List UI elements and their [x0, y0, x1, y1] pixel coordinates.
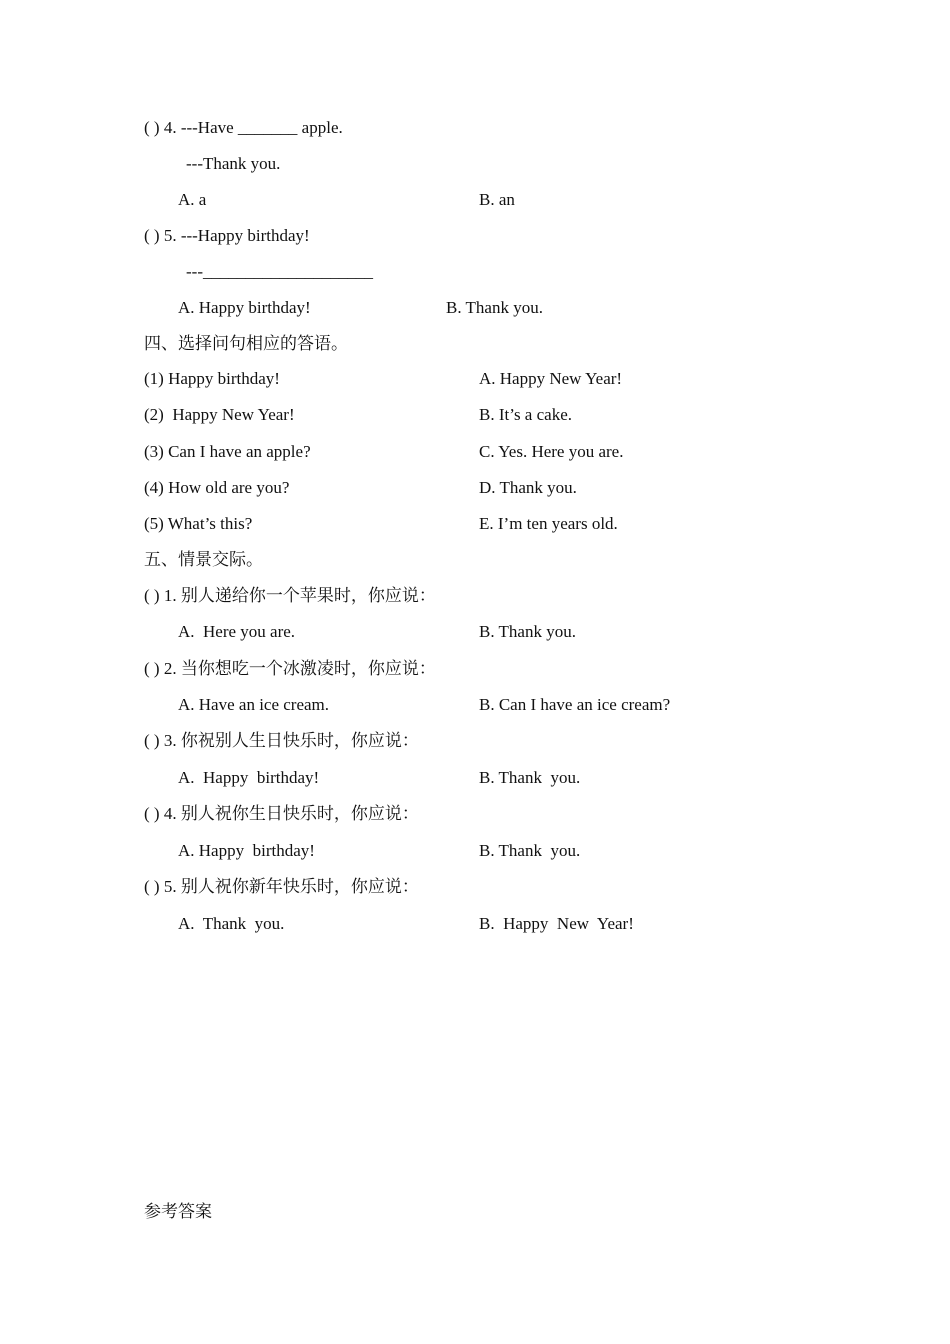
- section5-item-option-a: A. Happy birthday!: [178, 768, 320, 787]
- section5-item-stem: ( ) 3. 你祝别人生日快乐时，你应说：: [144, 731, 419, 750]
- section5-item-option-b: B. Thank you.: [479, 768, 581, 787]
- section4-question: (1) Happy birthday!: [144, 369, 280, 388]
- answer-key-heading: 参考答案: [144, 1202, 212, 1221]
- section4-question: (3) Can I have an apple?: [144, 442, 311, 461]
- section5-item-option-b: B. Can I have an ice cream?: [479, 695, 671, 714]
- section4-answer: E. I’m ten years old.: [479, 514, 618, 533]
- section4-question: (4) How old are you?: [144, 478, 290, 497]
- section5-item-stem: ( ) 4. 别人祝你生日快乐时，你应说：: [144, 804, 419, 823]
- q4-reply: ---Thank you.: [186, 154, 281, 173]
- section5-item-option-a: A. Here you are.: [178, 622, 296, 641]
- section5-item-option-b: B. Happy New Year!: [479, 914, 634, 933]
- q5-reply: ---____________________: [186, 262, 373, 281]
- q4-option-a: A. a: [178, 190, 207, 209]
- section5-item-option-a: A. Have an ice cream.: [178, 695, 330, 714]
- section5-item-stem: ( ) 1. 别人递给你一个苹果时，你应说：: [144, 586, 436, 605]
- q4-stem: ( ) 4. ---Have _______ apple.: [144, 118, 343, 137]
- section5-item-option-b: B. Thank you.: [479, 622, 576, 641]
- q4-option-b: B. an: [479, 190, 515, 209]
- section4-question: (5) What’s this?: [144, 514, 253, 533]
- section5-item-option-a: A. Thank you.: [178, 914, 285, 933]
- section5-item-option-b: B. Thank you.: [479, 841, 581, 860]
- q5-option-a: A. Happy birthday!: [178, 298, 311, 317]
- section4-answer: C. Yes. Here you are.: [479, 442, 624, 461]
- section5-item-option-a: A. Happy birthday!: [178, 841, 315, 860]
- section4-answer: A. Happy New Year!: [479, 369, 623, 388]
- q5-option-b: B. Thank you.: [446, 298, 543, 317]
- q5-stem: ( ) 5. ---Happy birthday!: [144, 226, 310, 245]
- section4-answer: D. Thank you.: [479, 478, 577, 497]
- section4-question: (2) Happy New Year!: [144, 405, 295, 424]
- section4-heading: 四、选择问句相应的答语。: [144, 334, 348, 353]
- section5-item-stem: ( ) 2. 当你想吃一个冰激凌时，你应说：: [144, 659, 436, 678]
- section5-item-stem: ( ) 5. 别人祝你新年快乐时，你应说：: [144, 877, 419, 896]
- section4-answer: B. It’s a cake.: [479, 405, 572, 424]
- section5-heading: 五、情景交际。: [144, 550, 263, 569]
